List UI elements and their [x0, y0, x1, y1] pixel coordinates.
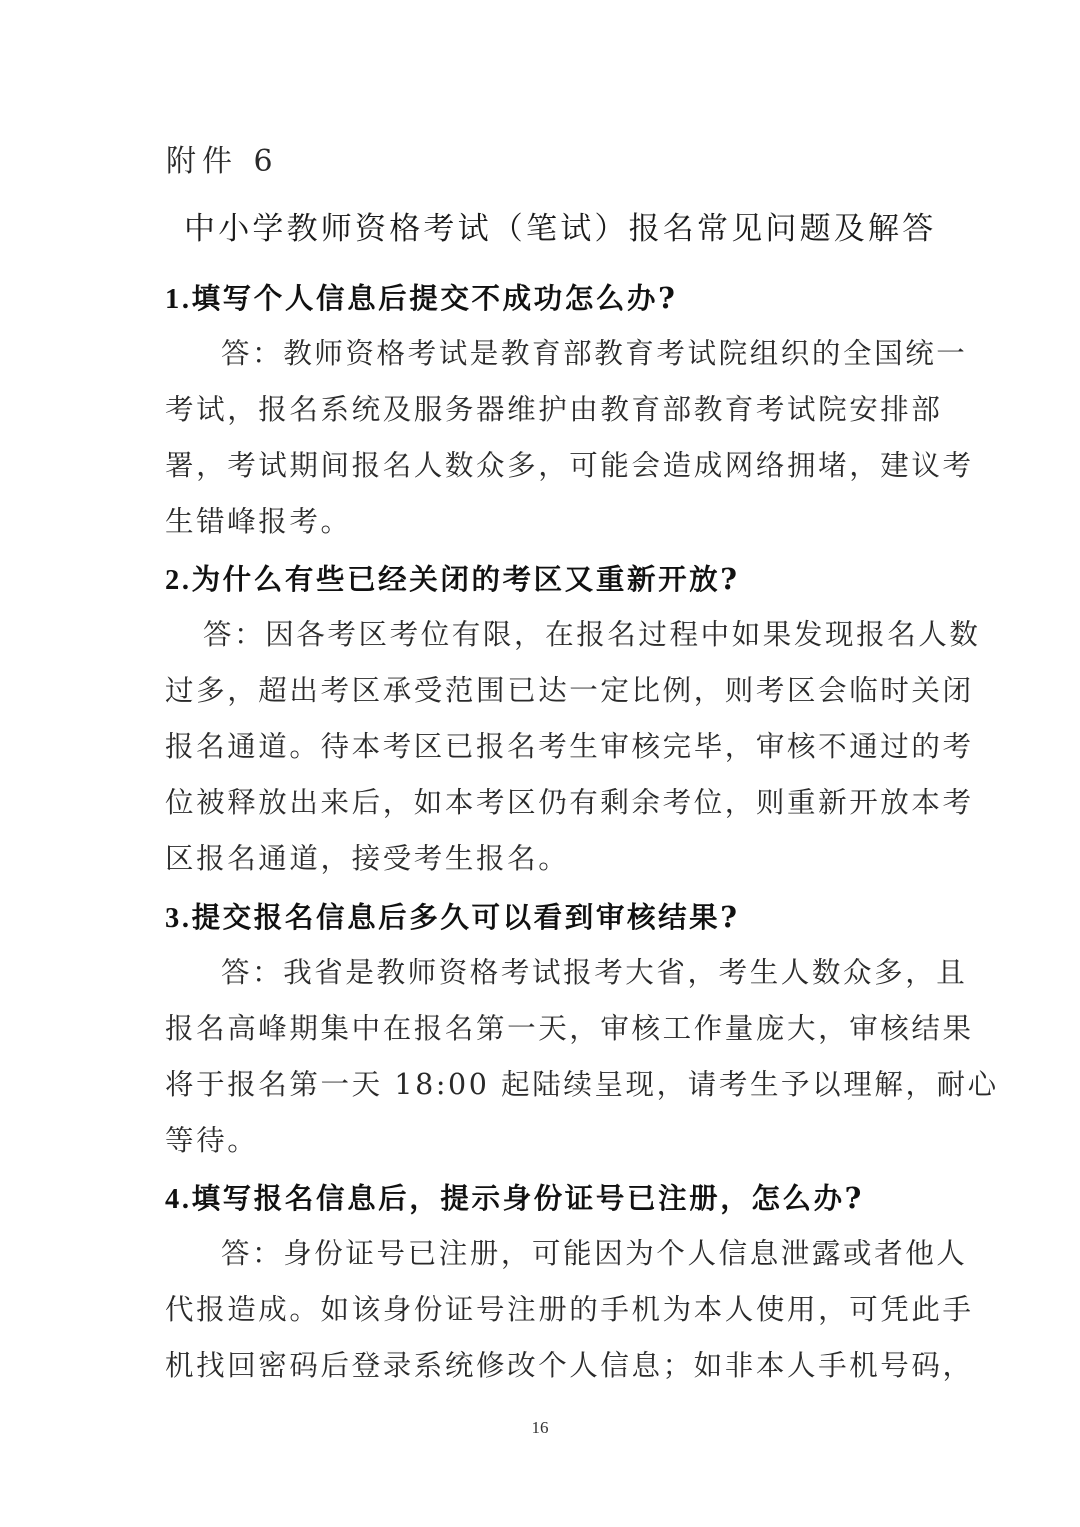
- question-3: 3.提交报名信息后多久可以看到审核结果?: [165, 900, 740, 934]
- answer-line: 报名通道。待本考区已报名考生审核完毕，审核不通过的考: [165, 730, 974, 763]
- answer-line: 考试，报名系统及服务器维护由教育部教育考试院安排部: [165, 393, 943, 426]
- answer-line: 等待。: [165, 1124, 259, 1157]
- answer-line: 代报造成。如该身份证号注册的手机为本人使用，可凭此手: [165, 1293, 974, 1326]
- answer-line: 答：教师资格考试是教育部教育考试院组织的全国统一: [221, 337, 968, 370]
- answer-line: 报名高峰期集中在报名第一天，审核工作量庞大，审核结果: [165, 1012, 974, 1045]
- faq-item-2: [165, 551, 981, 887]
- answer-line: 答：因各考区考位有限，在报名过程中如果发现报名人数: [203, 618, 981, 651]
- attachment-label: 附件 6: [166, 144, 279, 179]
- answer-line: 将于报名第一天 18:00 起陆续呈现，请考生予以理解，耐心: [165, 1068, 999, 1101]
- faq-item-1: [165, 270, 974, 550]
- question-4: 4.填写报名信息后，提示身份证号已注册，怎么办?: [165, 1181, 864, 1215]
- answer-line: 区报名通道，接受考生报名。: [165, 842, 570, 875]
- answer-line: 答：身份证号已注册，可能因为个人信息泄露或者他人: [221, 1237, 968, 1270]
- question-1: 1.填写个人信息后提交不成功怎么办?: [165, 281, 678, 315]
- document-title: 中小学教师资格考试（笔试）报名常见问题及解答: [184, 211, 937, 247]
- answer-line: 署，考试期间报名人数众多，可能会造成网络拥堵，建议考: [165, 449, 974, 482]
- faq-item-3: [165, 889, 999, 1169]
- answer-line: 过多，超出考区承受范围已达一定比例，则考区会临时关闭: [165, 674, 974, 707]
- question-2: 2.为什么有些已经关闭的考区又重新开放?: [165, 562, 740, 596]
- answer-line: 机找回密码后登录系统修改个人信息；如非本人手机号码，: [165, 1349, 974, 1382]
- answer-line: 位被释放出来后，如本考区仍有剩余考位，则重新开放本考: [165, 786, 974, 819]
- answer-line: 答：我省是教师资格考试报考大省，考生人数众多，且: [221, 956, 968, 989]
- answer-line: 生错峰报考。: [165, 505, 352, 538]
- page-number: 16: [531, 1418, 549, 1437]
- faq-item-4: [165, 1170, 974, 1394]
